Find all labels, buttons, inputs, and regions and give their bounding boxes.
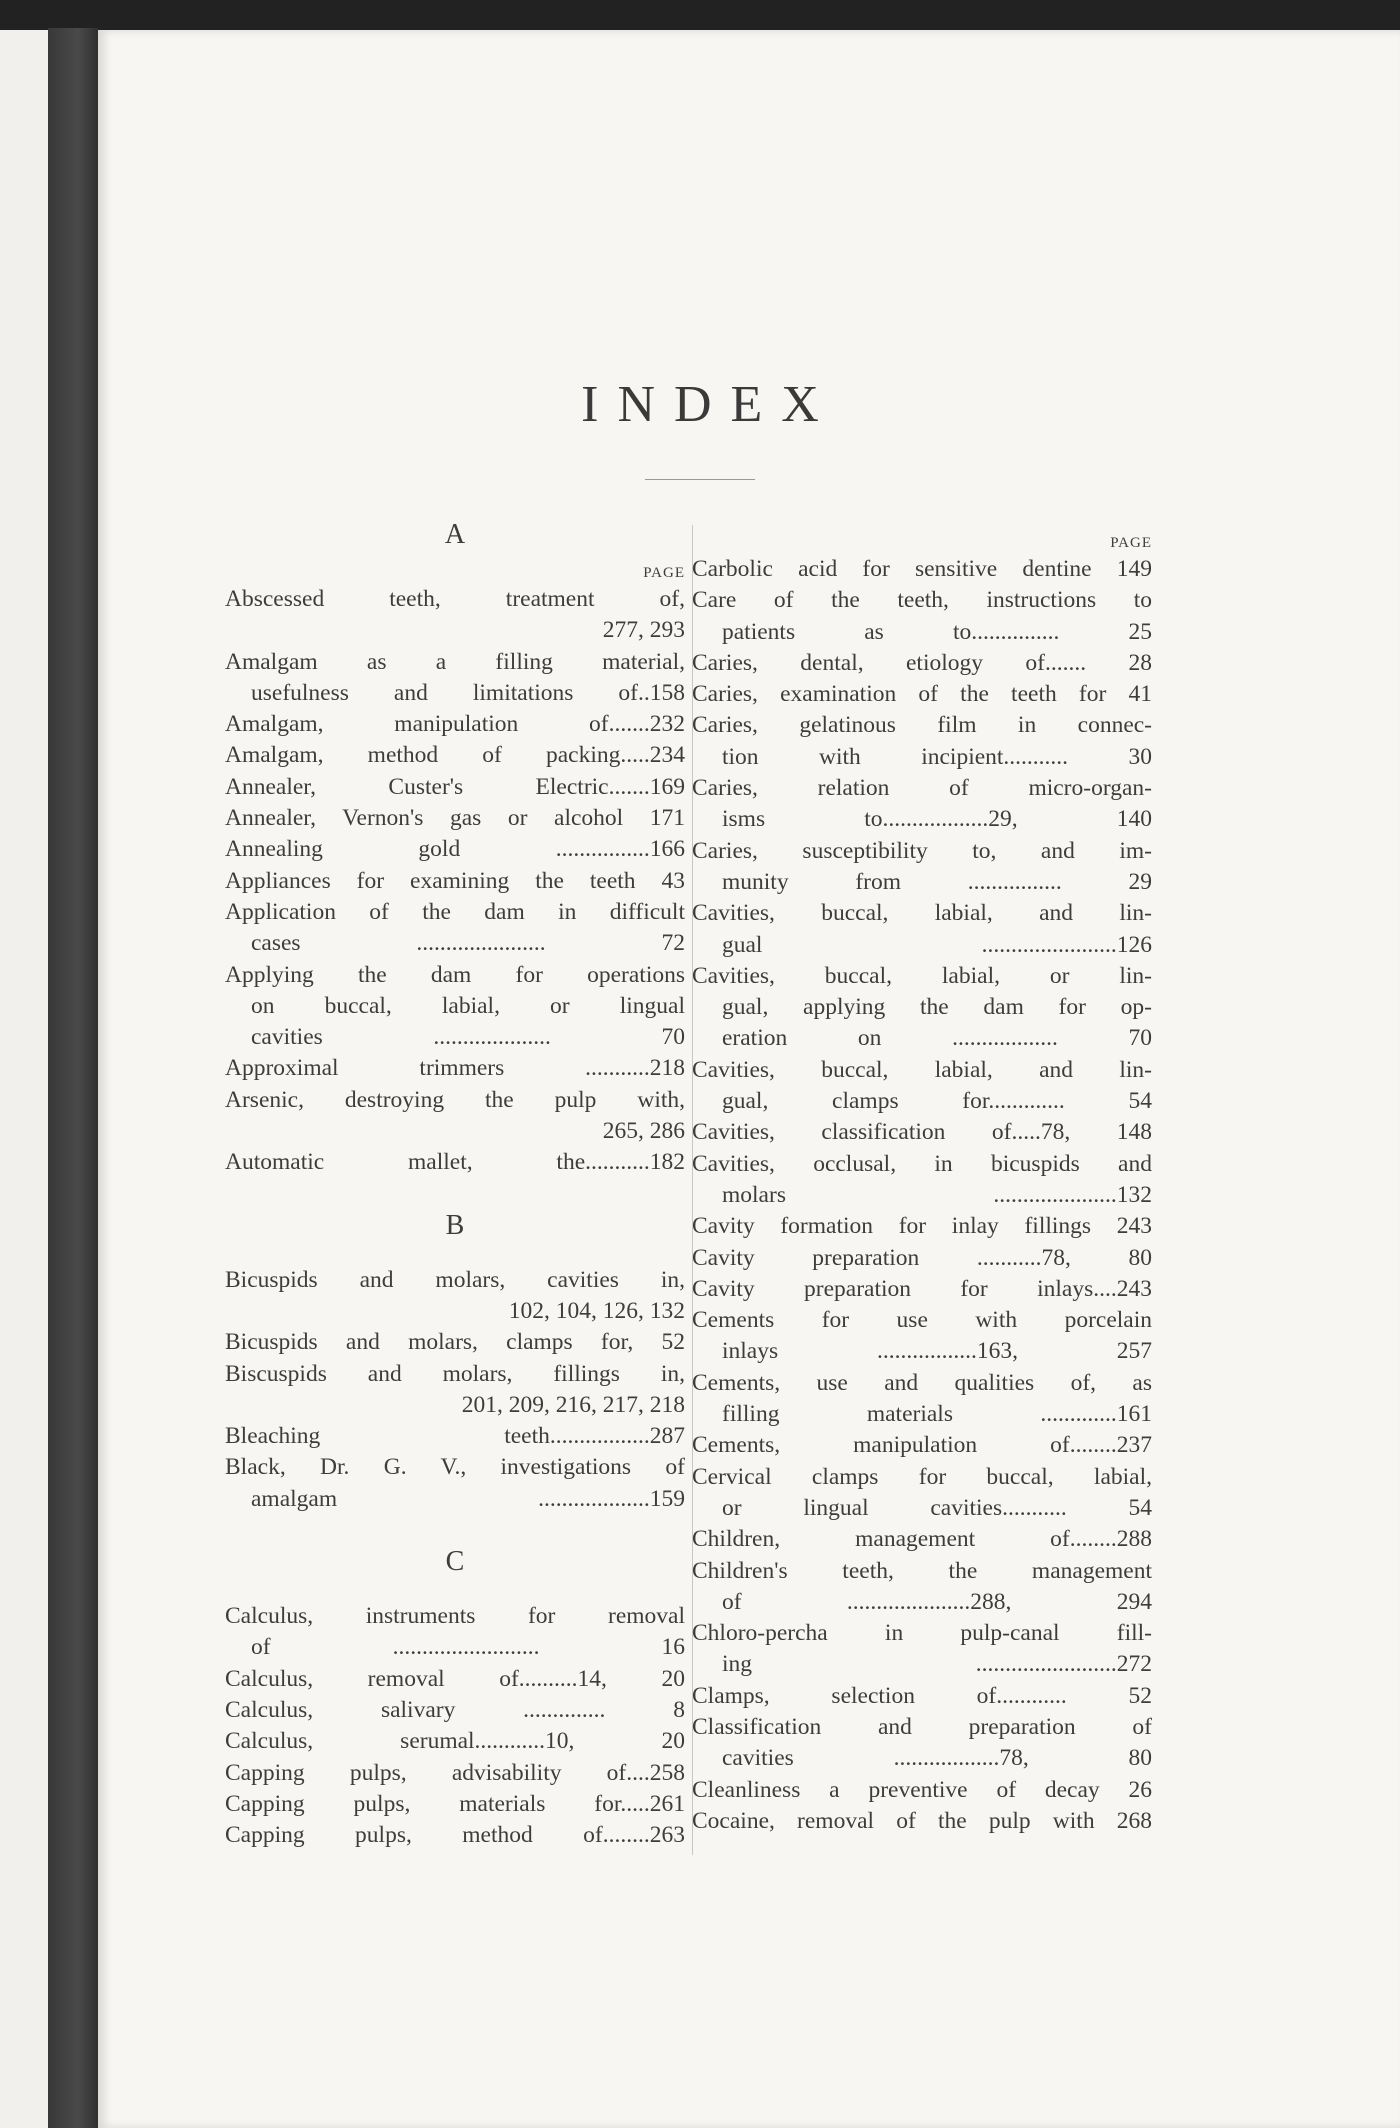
- entry-heading: Bleaching teeth.................287: [225, 1423, 685, 1450]
- scan-top-edge: [0, 0, 1400, 30]
- entry-heading: Amalgam, method of packing.....234: [225, 742, 685, 769]
- entry-continuation: 201, 209, 216, 217, 218: [461, 1391, 685, 1418]
- entry-heading: Black, Dr. G. V., investigations of: [225, 1454, 685, 1481]
- entry-heading: Cements, manipulation of........237: [692, 1432, 1152, 1459]
- index-entry: [225, 1085, 685, 1148]
- index-entry: [225, 866, 685, 897]
- section-letter: A: [444, 519, 466, 550]
- entry-continuation: of .....................288, 294: [722, 1588, 1152, 1615]
- index-entry: [225, 647, 685, 710]
- entry-continuation: on buccal, labial, or lingual: [251, 992, 685, 1019]
- entry-continuation: cases ...................... 72: [251, 930, 685, 957]
- entry-heading: Calculus, salivary .............. 8: [225, 1696, 685, 1723]
- entry-heading: Cleanliness a preventive of decay 26: [692, 1776, 1152, 1803]
- entry-heading: Annealing gold ................166: [225, 836, 685, 863]
- index-entry: [225, 1664, 685, 1695]
- entry-continuation: gual .......................126: [722, 931, 1152, 958]
- index-entry: [692, 1618, 1152, 1681]
- entry-heading: Bicuspids and molars, clamps for, 52: [225, 1329, 685, 1356]
- entry-continuation: tion with incipient........... 30: [722, 743, 1152, 770]
- index-entry: [225, 1695, 685, 1726]
- entry-heading: Applying the dam for operations: [225, 961, 685, 988]
- entry-heading: Clamps, selection of............ 52: [692, 1682, 1152, 1709]
- entry-continuation: 265, 286: [602, 1118, 685, 1145]
- entry-continuation: patients as to............... 25: [722, 618, 1152, 645]
- index-entry: [692, 1775, 1152, 1806]
- entry-heading: Caries, gelatinous film in connec-: [692, 712, 1152, 739]
- entry-heading: Cavities, buccal, labial, or lin-: [692, 962, 1152, 989]
- page-column-label: PAGE: [1110, 535, 1152, 551]
- index-entry: [225, 740, 685, 771]
- index-entry: [692, 1524, 1152, 1555]
- entry-continuation: cavities ..................78, 80: [722, 1745, 1152, 1772]
- index-entry: [692, 648, 1152, 679]
- index-entry: [225, 1601, 685, 1664]
- index-entry: [225, 709, 685, 740]
- entry-heading: Cavity preparation for inlays....243: [692, 1275, 1152, 1302]
- entry-heading: Classification and preparation of: [692, 1713, 1152, 1740]
- entry-heading: Cavity preparation ...........78, 80: [692, 1244, 1152, 1271]
- index-entry: [692, 773, 1152, 836]
- index-entry: [225, 834, 685, 865]
- index-entry: [225, 1820, 685, 1851]
- index-entry: [225, 1452, 685, 1515]
- entry-heading: Cavity formation for inlay fillings 243: [692, 1213, 1152, 1240]
- section-letter: B: [445, 1209, 465, 1241]
- entry-heading: Approximal trimmers ...........218: [225, 1055, 685, 1082]
- index-entry: [225, 1265, 685, 1328]
- entry-heading: Care of the teeth, instructions to: [692, 587, 1152, 614]
- entry-heading: Amalgam as a filling material,: [225, 648, 685, 675]
- index-entry: [692, 1681, 1152, 1712]
- entry-continuation: gual, applying the dam for op-: [722, 994, 1152, 1021]
- entry-heading: Automatic mallet, the...........182: [225, 1149, 685, 1176]
- entry-continuation: usefulness and limitations of..158: [251, 679, 685, 706]
- entry-heading: Calculus, instruments for removal: [225, 1603, 685, 1630]
- index-entry: [225, 1147, 685, 1178]
- index-entry: [692, 1211, 1152, 1242]
- entry-heading: Capping pulps, materials for.....261: [225, 1790, 685, 1817]
- entry-heading: Cocaine, removal of the pulp with 268: [692, 1807, 1152, 1834]
- entry-heading: Annealer, Custer's Electric.......169: [225, 773, 685, 800]
- entry-heading: Calculus, serumal............10, 20: [225, 1728, 685, 1755]
- index-entry: [692, 1556, 1152, 1619]
- entry-heading: Caries, relation of micro-organ-: [692, 775, 1152, 802]
- entry-heading: Biscuspids and molars, fillings in,: [225, 1360, 685, 1387]
- index-entry: [692, 554, 1152, 585]
- index-entry: [692, 585, 1152, 648]
- entry-heading: Caries, examination of the teeth for 41: [692, 681, 1152, 708]
- entry-continuation: filling materials .............161: [722, 1401, 1152, 1428]
- index-entry: [225, 897, 685, 960]
- entry-continuation: molars .....................132: [722, 1181, 1152, 1208]
- book-spine: [48, 28, 98, 2128]
- index-entry: [225, 1053, 685, 1084]
- index-entry: [692, 1462, 1152, 1525]
- entry-heading: Cavities, buccal, labial, and lin-: [692, 900, 1152, 927]
- entry-heading: Abscessed teeth, treatment of,: [225, 586, 685, 612]
- entry-heading: Calculus, removal of..........14, 20: [225, 1665, 685, 1692]
- index-entry: [225, 803, 685, 834]
- section-letter: C: [445, 1546, 465, 1578]
- entry-continuation: ing ........................272: [722, 1651, 1152, 1678]
- entry-continuation: inlays .................163, 257: [722, 1338, 1152, 1365]
- index-entry: [692, 710, 1152, 773]
- index-entry: [692, 898, 1152, 961]
- index-entry: [692, 1712, 1152, 1775]
- index-entry: [225, 1758, 685, 1789]
- entry-continuation: 102, 104, 126, 132: [508, 1297, 685, 1324]
- entry-heading: Carbolic acid for sensitive dentine 149: [692, 556, 1152, 582]
- index-entry: [692, 1430, 1152, 1461]
- entry-continuation: eration on .................. 70: [722, 1025, 1152, 1052]
- entry-heading: Cavities, buccal, labial, and lin-: [692, 1056, 1152, 1083]
- entry-heading: Cavities, occlusal, in bicuspids and: [692, 1150, 1152, 1177]
- index-entry: [692, 1368, 1152, 1431]
- entry-heading: Children's teeth, the management: [692, 1557, 1152, 1584]
- index-entry: [692, 1243, 1152, 1274]
- index-entry: [225, 772, 685, 803]
- entry-heading: Capping pulps, method of........263: [225, 1822, 685, 1849]
- page-title: INDEX: [581, 376, 838, 433]
- entry-continuation: 277, 293: [602, 617, 685, 644]
- entry-heading: Children, management of........288: [692, 1526, 1152, 1553]
- index-entry: [692, 1806, 1152, 1837]
- entry-heading: Cements, use and qualities of, as: [692, 1369, 1152, 1396]
- index-entry: [692, 1149, 1152, 1212]
- entry-heading: Bicuspids and molars, cavities in,: [225, 1266, 685, 1293]
- index-entry: [692, 1117, 1152, 1148]
- index-entry: [225, 1789, 685, 1820]
- entry-continuation: isms to..................29, 140: [722, 806, 1152, 833]
- entry-heading: Appliances for examining the teeth 43: [225, 867, 685, 894]
- index-entry: [225, 1359, 685, 1422]
- index-entry: [225, 1726, 685, 1757]
- entry-heading: Cervical clamps for buccal, labial,: [692, 1463, 1152, 1490]
- entry-continuation: of ......................... 16: [251, 1634, 685, 1661]
- entry-continuation: munity from ................ 29: [722, 868, 1152, 895]
- index-entry: [225, 1327, 685, 1358]
- index-column-left: [225, 518, 685, 1851]
- entry-continuation: amalgam ...................159: [251, 1485, 685, 1512]
- entry-heading: Cavities, classification of.....78, 148: [692, 1119, 1152, 1146]
- entry-heading: Amalgam, manipulation of.......232: [225, 711, 685, 738]
- entry-heading: Chloro-percha in pulp-canal fill-: [692, 1620, 1152, 1647]
- entry-continuation: gual, clamps for............. 54: [722, 1088, 1152, 1115]
- title-rule: [645, 479, 755, 480]
- page-column-label: PAGE: [643, 565, 685, 581]
- index-entry: [692, 1305, 1152, 1368]
- entry-heading: Application of the dam in difficult: [225, 898, 685, 925]
- index-entry: [692, 679, 1152, 710]
- index-column-right: [692, 532, 1152, 1837]
- entry-heading: Capping pulps, advisability of....258: [225, 1759, 685, 1786]
- entry-heading: Cements for use with porcelain: [692, 1307, 1152, 1334]
- index-entry: [225, 1421, 685, 1452]
- index-entry: [225, 960, 685, 1054]
- index-entry: [692, 1274, 1152, 1305]
- entry-continuation: cavities .................... 70: [251, 1024, 685, 1051]
- index-entry: [692, 836, 1152, 899]
- entry-heading: Annealer, Vernon's gas or alcohol 171: [225, 805, 685, 832]
- entry-continuation: or lingual cavities........... 54: [722, 1494, 1152, 1521]
- index-entry: [225, 584, 685, 647]
- entry-heading: Caries, dental, etiology of....... 28: [692, 649, 1152, 676]
- entry-heading: Arsenic, destroying the pulp with,: [225, 1086, 685, 1113]
- index-entry: [692, 1055, 1152, 1118]
- entry-heading: Caries, susceptibility to, and im-: [692, 837, 1152, 864]
- index-entry: [692, 961, 1152, 1055]
